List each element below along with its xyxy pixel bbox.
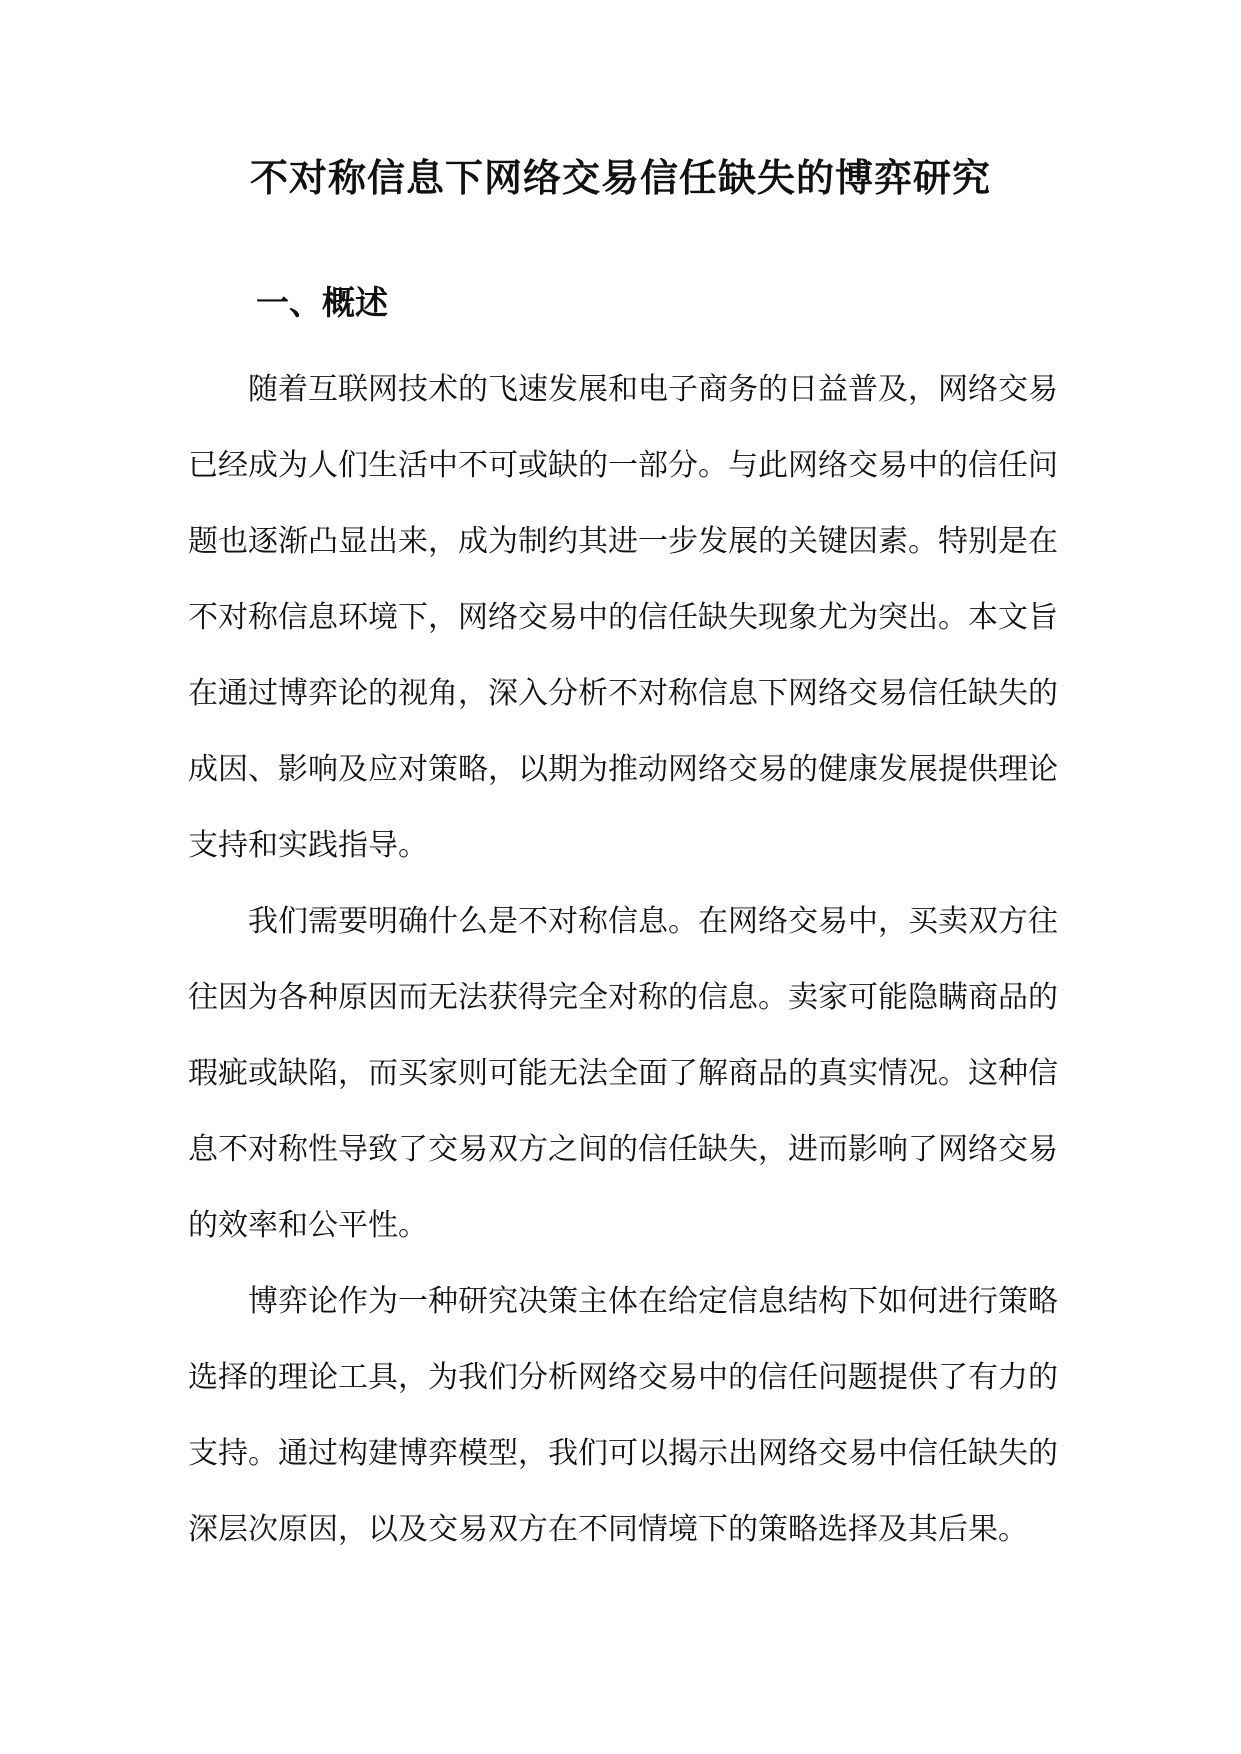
body-paragraph: 博弈论作为一种研究决策主体在给定信息结构下如何进行策略选择的理论工具，为我们分析网络交易中的信任问题提供了有力的支持。通过构建博弈模型，我们可以揭示出网络交易中信任缺失的深层次原因，以及交易双方在不同情境下的策略选择及其后果。: [188, 1284, 1058, 1547]
body-paragraph: 随着互联网技术的飞速发展和电子商务的日益普及，网络交易已经成为人们生活中不可或缺的一部分。与此网络交易中的信任问题也逐渐凸显出来，成为制约其进一步发展的关键因素。特别是在不对称信息环境下，网络交易中的信任缺失现象尤为突出。本文旨在通过博弈论的视角，深入分析不对称信息下网络交易信任缺失的成因、影响及应对策略，以期为推动网络交易的健康发展提供理论支持和实践指导。: [188, 372, 1058, 863]
document-title: 不对称信息下网络交易信任缺失的博弈研究: [249, 155, 991, 200]
body-paragraph: 我们需要明确什么是不对称信息。在网络交易中，买卖双方往往因为各种原因而无法获得完全对称的信息。卖家可能隐瞒商品的瑕疵或缺陷，而买家则可能无法全面了解商品的真实情况。这种信息不对称性导致了交易双方之间的信任缺失，进而影响了网络交易的效率和公平性。: [188, 904, 1058, 1243]
section-heading: 一、概述: [256, 283, 388, 322]
